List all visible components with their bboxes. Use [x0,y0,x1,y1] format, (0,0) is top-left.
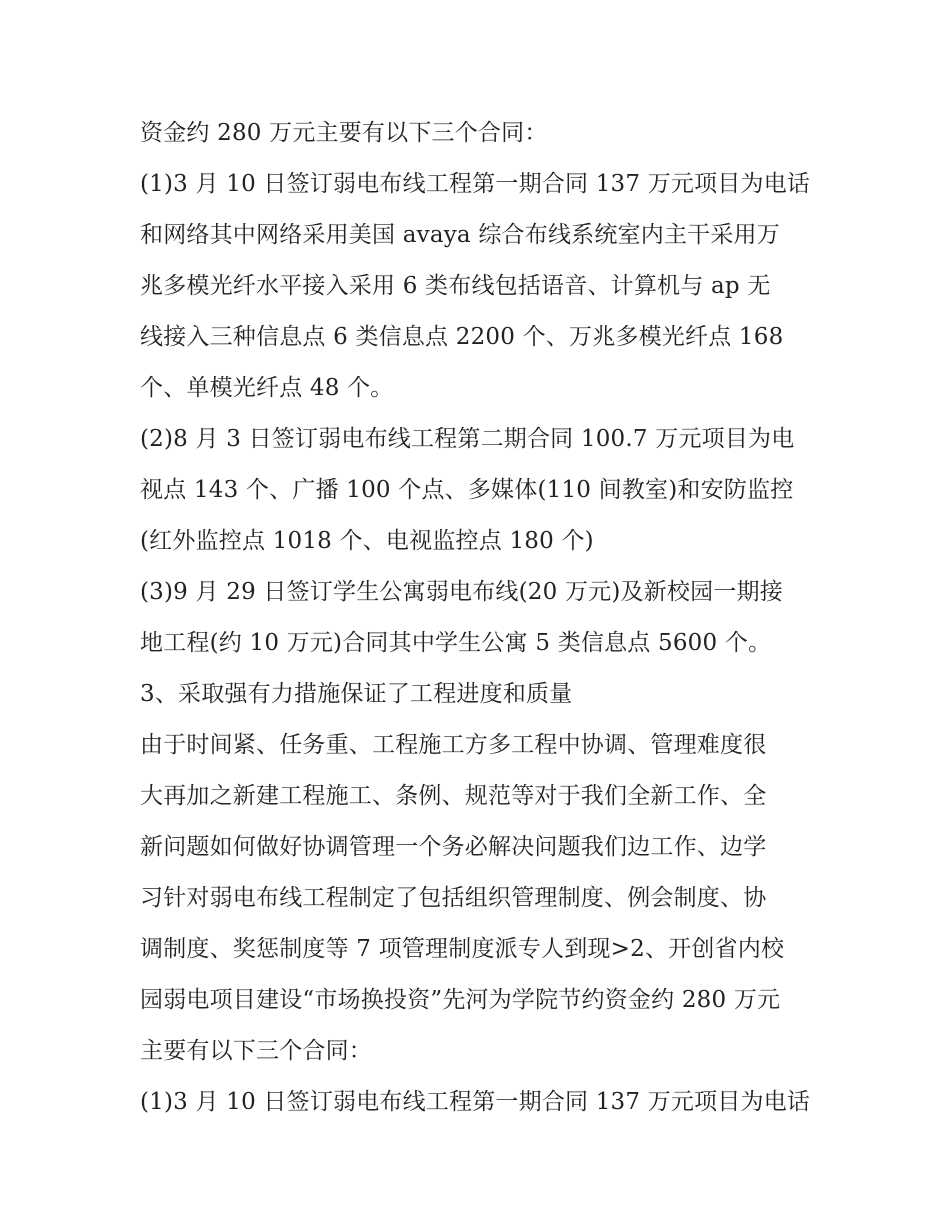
text-line: 地工程(约 10 万元)合同其中学生公寓 5 类信息点 5600 个。 [140,630,772,656]
text-line: 园弱电项目建设“市场换投资”先河为学院节约资金约 280 万元 [140,987,781,1013]
text-line: 兆多模光纤水平接入采用 6 类布线包括语音、计算机与 ap 无 [140,273,771,299]
text-line: (1)3 月 10 日签订弱电布线工程第一期合同 137 万元项目为电话 [140,171,811,197]
text-line: 由于时间紧、任务重、工程施工方多工程中协调、管理难度很 [140,732,767,758]
text-line: 资金约 280 万元主要有以下三个合同： [140,120,548,146]
document-body [140,108,820,1128]
text-line: 个、单模光纤点 48 个。 [140,375,394,401]
text-line: (2)8 月 3 日签订弱电布线工程第二期合同 100.7 万元项目为电 [140,426,795,452]
text-line: (1)3 月 10 日签订弱电布线工程第一期合同 137 万元项目为电话 [140,1089,811,1115]
text-line: (红外监控点 1018 个、电视监控点 180 个) [140,528,594,554]
text-line: 习针对弱电布线工程制定了包括组织管理制度、例会制度、协 [140,885,767,911]
text-line: 主要有以下三个合同： [140,1038,372,1064]
section-heading: 3、采取强有力措施保证了工程进度和质量 [140,681,573,707]
text-line: (3)9 月 29 日签订学生公寓弱电布线(20 万元)及新校园一期接 [140,579,783,605]
text-line: 视点 143 个、广播 100 个点、多媒体(110 间教室)和安防监控 [140,477,794,503]
text-line: 调制度、奖惩制度等 7 项管理制度派专人到现>2、开创省内校 [140,936,785,962]
text-line: 大再加之新建工程施工、条例、规范等对于我们全新工作、全 [140,783,767,809]
text-line: 新问题如何做好协调管理一个务必解决问题我们边工作、边学 [140,834,767,860]
text-line: 和网络其中网络采用美国 avaya 综合布线系统室内主干采用万 [140,222,780,248]
text-line: 线接入三种信息点 6 类信息点 2200 个、万兆多模光纤点 168 [140,324,784,350]
